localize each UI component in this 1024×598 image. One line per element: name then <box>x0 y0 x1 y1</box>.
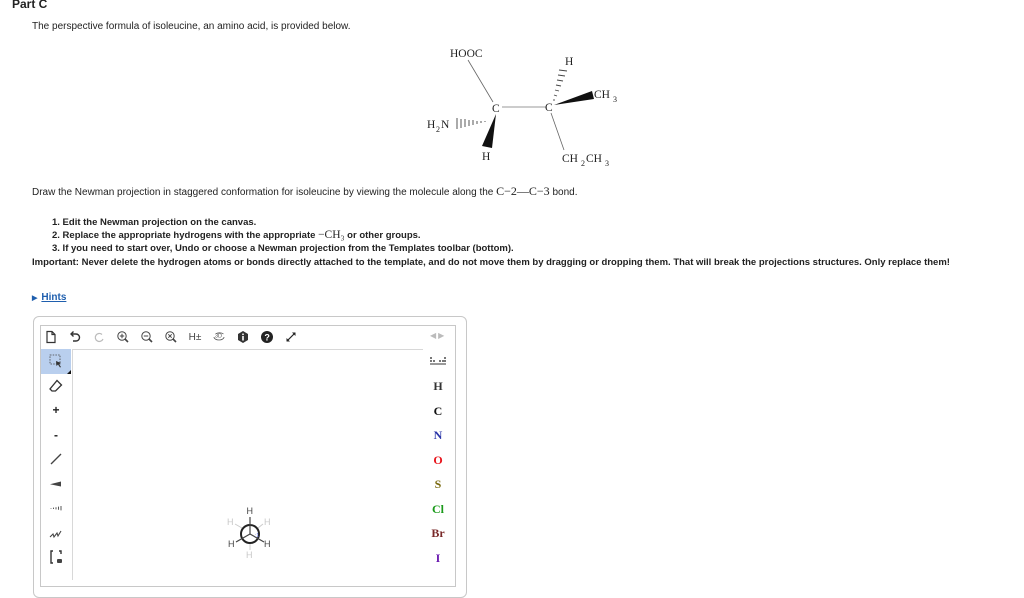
single-bond-tool[interactable] <box>41 447 71 472</box>
periodic-table-icon <box>430 357 446 367</box>
hydrogen-toggle-label: H± <box>188 331 202 343</box>
atom-toolbar <box>425 350 451 571</box>
hooc-label: HOOC <box>450 48 483 60</box>
isoleucine-perspective-formula <box>420 40 640 175</box>
3d-icon <box>212 330 226 344</box>
instruction-suffix: bond. <box>549 187 578 198</box>
ethyl-3-label: 3 <box>605 159 609 168</box>
step-2-suffix: or other groups. <box>344 230 421 241</box>
charge-minus-tool[interactable] <box>41 423 71 448</box>
intro-text: The perspective formula of isoleucine, an amino acid, is provided below. <box>32 21 351 32</box>
zoom-out-icon <box>140 330 154 344</box>
expand-icon <box>284 330 298 344</box>
eraser-icon <box>48 378 64 394</box>
bracket-tool[interactable] <box>41 545 71 570</box>
svg-text:3D: 3D <box>215 333 223 340</box>
bracket-icon <box>48 549 64 565</box>
atom-h-button[interactable]: H <box>433 379 443 394</box>
undo-icon <box>68 330 82 344</box>
atom-cl-button[interactable]: Cl <box>432 501 444 516</box>
svg-text::1: :1 <box>255 533 260 539</box>
zoom-in-button[interactable] <box>113 327 133 347</box>
undo-button[interactable] <box>65 327 85 347</box>
fullscreen-button[interactable] <box>281 327 301 347</box>
chain-icon <box>48 525 64 541</box>
back-h-left: H <box>227 517 234 527</box>
step-3: 3. If you need to start over, Undo or choose a Newman projection from the Templates toolbar (bottom). <box>52 243 514 254</box>
hash-bond-icon <box>48 500 64 516</box>
step-1: 1. Edit the Newman projection on the canvas. <box>52 217 257 228</box>
redo-icon <box>92 330 106 344</box>
eraser-tool[interactable] <box>41 374 71 399</box>
toggle-hydrogens-button[interactable] <box>185 327 205 347</box>
zoom-reset-button[interactable] <box>161 327 181 347</box>
document-icon <box>44 330 58 344</box>
instruction-text <box>32 184 578 199</box>
select-icon <box>48 353 64 369</box>
caret-right-icon: ▶ <box>32 294 38 302</box>
instruction-main: Draw the Newman projection in staggered conformation for isoleucine by viewing the molecule along the <box>32 187 497 198</box>
front-h-top: H <box>246 506 253 516</box>
atom-br-button[interactable]: Br <box>431 526 445 541</box>
atom-i-button[interactable]: I <box>435 550 441 565</box>
ethyl-ch2-label: CH <box>586 153 602 165</box>
part-title: Part C <box>12 0 48 11</box>
3d-view-button[interactable] <box>209 327 229 347</box>
zoom-in-icon <box>116 330 130 344</box>
ethyl-ch-label: CH <box>562 153 578 165</box>
left-toolbar <box>41 349 71 570</box>
h2n-h-label: H <box>427 119 436 131</box>
hints-toggle[interactable] <box>32 292 66 303</box>
info-button[interactable] <box>233 327 253 347</box>
help-button[interactable] <box>257 327 277 347</box>
new-document-button[interactable] <box>41 327 61 347</box>
back-h-bottom: H <box>246 550 253 560</box>
chain-tool[interactable] <box>41 521 71 546</box>
steps-list <box>52 216 514 255</box>
periodic-table-button[interactable] <box>425 350 451 375</box>
plus-label: + <box>52 403 60 418</box>
zoom-out-button[interactable] <box>137 327 157 347</box>
ch3-formula: −CH₃ <box>318 229 345 241</box>
svg-text:?: ? <box>264 332 270 343</box>
minus-label: - <box>54 427 58 442</box>
front-h-right: H <box>264 539 271 549</box>
toolbar-scroll-arrows[interactable]: ◀▶ <box>430 331 447 340</box>
bond-formula: C−2—C−3 <box>496 184 550 198</box>
step-2-text: 2. Replace the appropriate hydrogens with the appropriate <box>52 230 319 241</box>
zoom-reset-icon <box>164 330 178 344</box>
hints-label[interactable]: Hints <box>41 292 67 303</box>
step-2 <box>52 229 514 242</box>
single-bond-icon <box>48 451 64 467</box>
h-bottom-label: H <box>482 151 491 163</box>
h2n-n-label: N <box>441 119 450 131</box>
charge-plus-tool[interactable] <box>41 398 71 423</box>
hash-bond-tool[interactable] <box>41 496 71 521</box>
wedge-bond-tool[interactable] <box>41 472 71 497</box>
redo-button[interactable] <box>89 327 109 347</box>
atom-o-button[interactable]: O <box>433 452 443 467</box>
atom-c-button[interactable]: C <box>433 403 443 418</box>
ch3-3-label: 3 <box>613 95 617 104</box>
back-h-right: H <box>264 517 271 527</box>
ethyl-2-label: 2 <box>581 159 585 168</box>
select-tool[interactable] <box>41 349 71 374</box>
wedge-bond-icon <box>48 476 64 492</box>
top-toolbar <box>41 326 305 348</box>
h-top-label: H <box>565 56 574 68</box>
atom-s-button[interactable]: S <box>434 477 442 492</box>
newman-projection-template[interactable] <box>218 500 282 564</box>
important-note: Important: Never delete the hydrogen atoms or bonds directly attached to the template, and do not move them by dragging or dropping them. That will break the projections structures. Only replace them! <box>32 257 950 268</box>
c3-label: C <box>545 102 553 114</box>
help-icon <box>260 330 274 344</box>
ch3-ch-label: CH <box>594 89 610 101</box>
front-h-left: H <box>228 539 235 549</box>
info-icon <box>236 330 250 344</box>
h2n-2-label: 2 <box>436 125 440 134</box>
c2-label: C <box>492 103 500 115</box>
atom-n-button[interactable]: N <box>433 428 443 443</box>
